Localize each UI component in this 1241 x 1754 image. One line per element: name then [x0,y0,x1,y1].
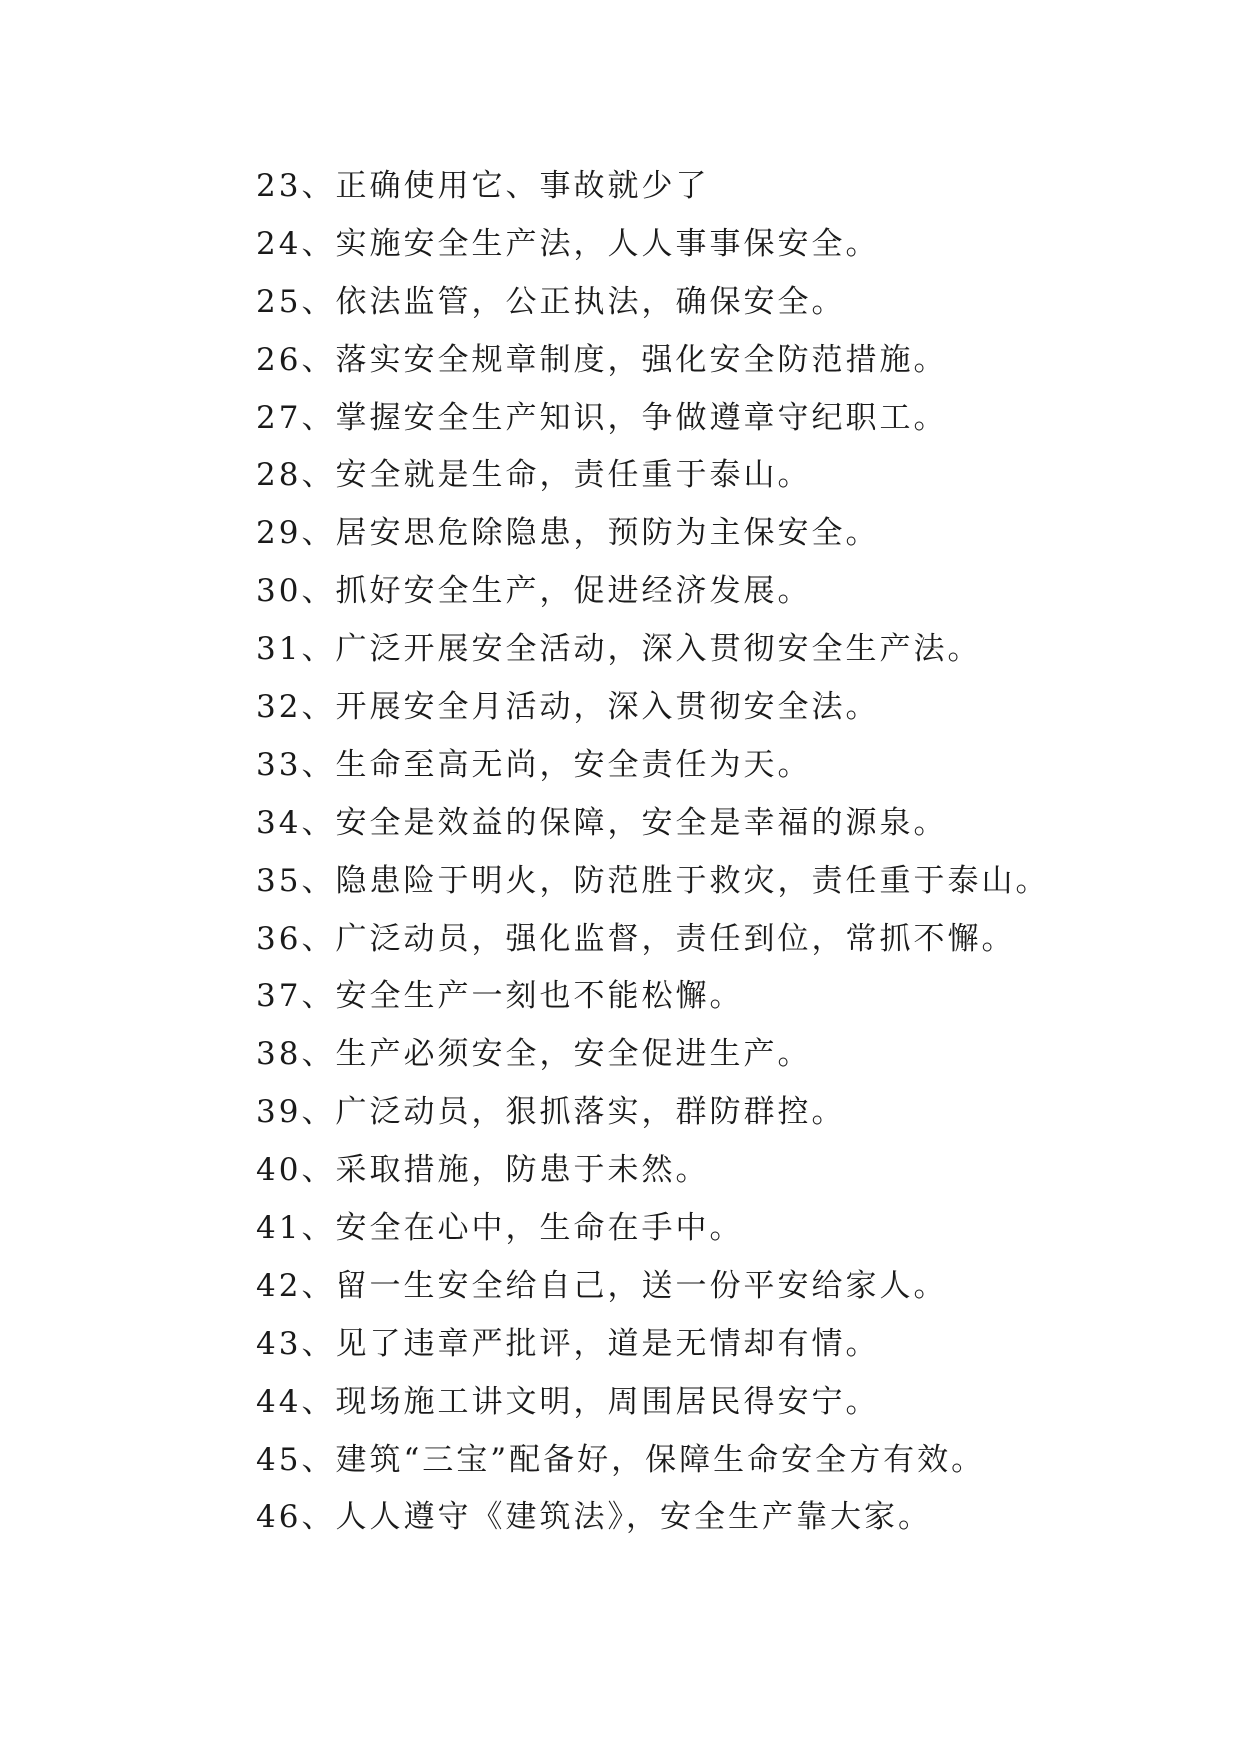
slogan-line: 36、广泛动员，强化监督，责任到位，常抓不懈。 [256,920,1016,957]
slogan-line: 24、实施安全生产法，人人事事保安全。 [256,225,880,262]
slogan-line: 44、现场施工讲文明，周围居民得安宁。 [256,1383,880,1420]
slogan-line: 42、留一生安全给自己，送一份平安给家人。 [256,1267,948,1304]
slogan-line: 26、落实安全规章制度，强化安全防范措施。 [256,341,948,378]
slogan-line: 46、人人遵守《建筑法》，安全生产靠大家。 [256,1499,932,1536]
slogan-line: 41、安全在心中，生命在手中。 [256,1210,744,1247]
slogan-line: 40、采取措施，防患于未然。 [256,1152,710,1189]
slogan-line: 28、安全就是生命，责任重于泰山。 [256,457,812,494]
slogan-line: 43、见了违章严批评，道是无情却有情。 [256,1325,880,1362]
slogan-line: 38、生产必须安全，安全促进生产。 [256,1036,812,1073]
slogan-line: 23、正确使用它、事故就少了 [256,168,710,204]
slogan-line: 45、建筑“三宝”配备好，保障生命安全方有效。 [256,1441,986,1478]
slogan-line: 31、广泛开展安全活动，深入贯彻安全生产法。 [256,631,982,668]
slogan-line: 32、开展安全月活动，深入贯彻安全法。 [256,689,880,726]
slogan-line: 25、依法监管，公正执法，确保安全。 [256,283,846,320]
slogan-line: 30、抓好安全生产，促进经济发展。 [256,573,812,610]
slogan-line: 29、居安思危除隐患，预防为主保安全。 [256,515,880,552]
slogan-line: 33、生命至高无尚，安全责任为天。 [256,746,812,783]
slogan-line: 39、广泛动员，狠抓落实，群防群控。 [256,1094,846,1131]
slogan-list [256,158,1156,1547]
slogan-line: 27、掌握安全生产知识，争做遵章守纪职工。 [256,399,948,436]
slogan-line: 35、隐患险于明火，防范胜于救灾，责任重于泰山。 [256,862,1050,899]
slogan-line: 34、安全是效益的保障，安全是幸福的源泉。 [256,804,948,841]
slogan-line: 37、安全生产一刻也不能松懈。 [256,978,744,1015]
